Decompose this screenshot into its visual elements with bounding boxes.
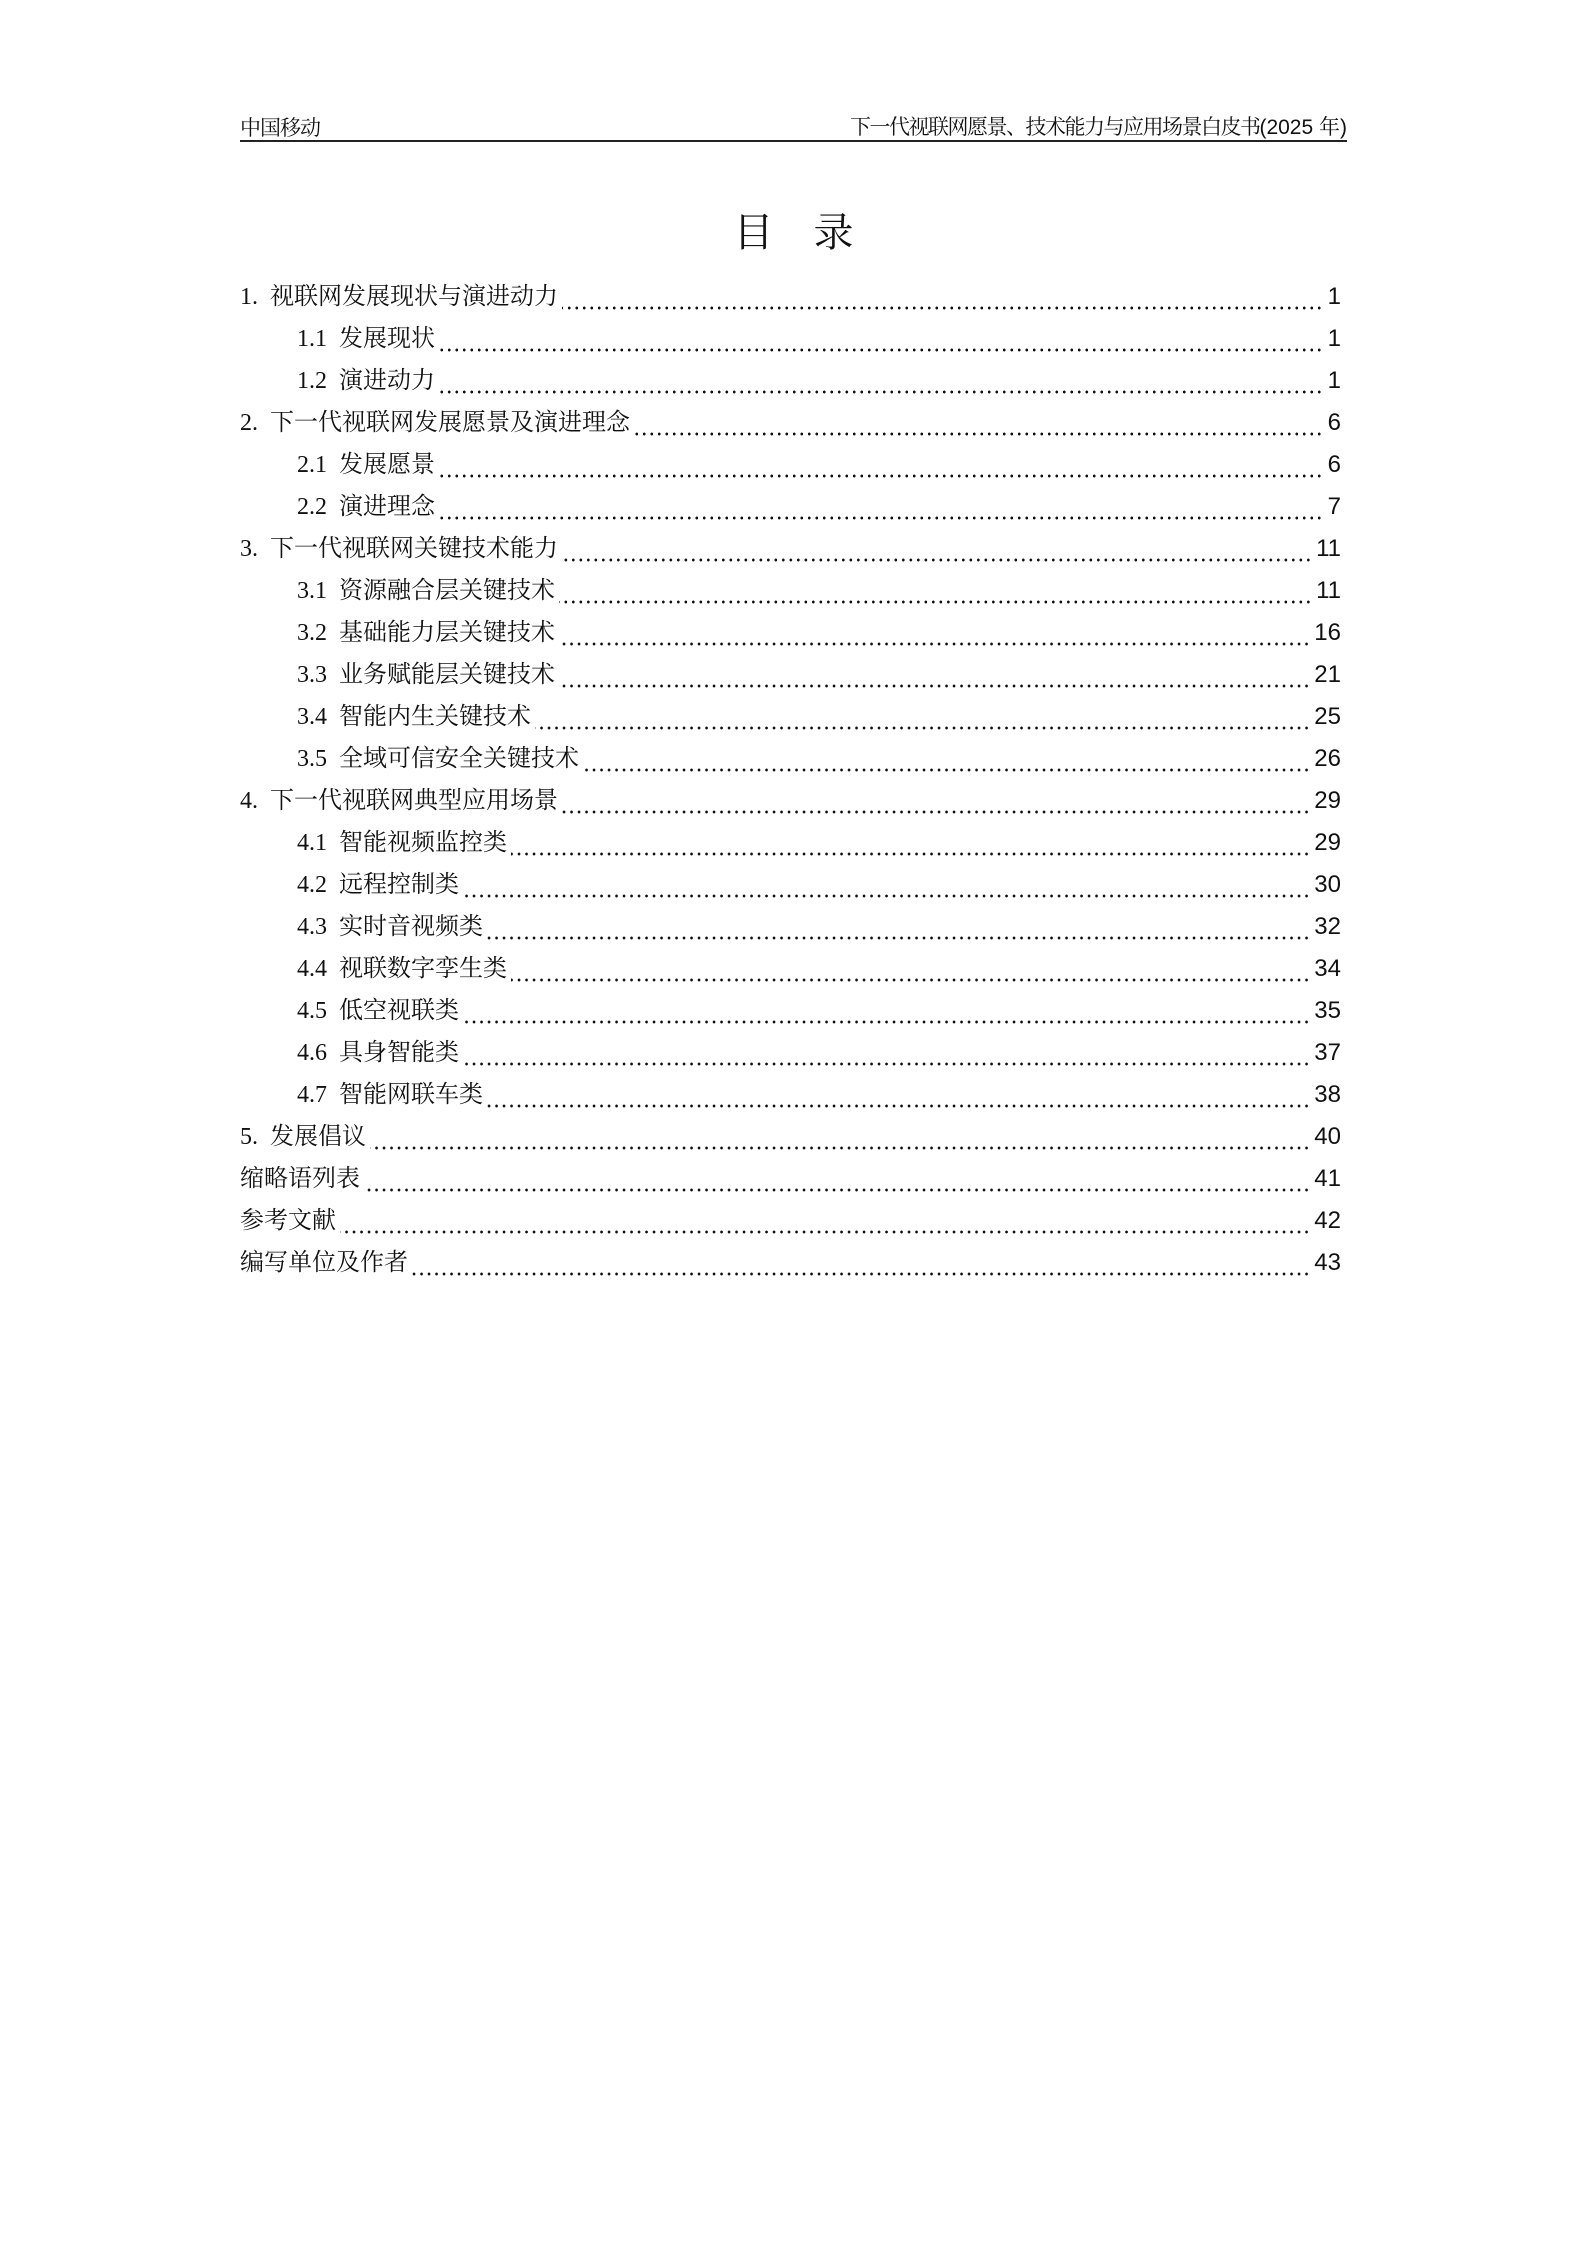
toc-entry[interactable]: [240, 406, 1341, 448]
toc-entry[interactable]: [240, 658, 1341, 700]
toc-entry-page: 6: [1327, 451, 1341, 478]
toc-entry-page: 25: [1314, 703, 1341, 730]
dot-leader: [562, 810, 1310, 814]
header-org: 中国移动: [240, 116, 320, 140]
dot-leader: [562, 558, 1312, 562]
toc-entry-number: 1.2: [297, 368, 327, 394]
dot-leader: [511, 852, 1310, 856]
toc-entry-page: 26: [1314, 745, 1341, 772]
toc-entry[interactable]: [240, 1078, 1341, 1120]
toc-entry-page: 37: [1314, 1039, 1341, 1066]
toc-entry-page: 11: [1316, 535, 1341, 562]
toc-entry-label: 业务赋能层关键技术: [339, 660, 555, 688]
toc-entry-label: 视联数字孪生类: [339, 954, 507, 982]
toc-entry-page: 11: [1316, 577, 1341, 604]
toc-entry-page: 7: [1327, 493, 1341, 520]
toc-entry-number: 4.7: [297, 1082, 327, 1108]
dot-leader: [439, 516, 1323, 520]
toc-entry-page: 1: [1327, 325, 1341, 352]
toc-entry-page: 43: [1314, 1249, 1341, 1276]
toc-entry[interactable]: [240, 574, 1341, 616]
toc-entry-page: 30: [1314, 871, 1341, 898]
dot-leader: [439, 390, 1323, 394]
header-doc-title-year: (2025 年): [1259, 116, 1347, 139]
toc-entry-label: 发展现状: [339, 324, 435, 352]
dot-leader: [559, 684, 1310, 688]
toc-entry-number: 1.1: [297, 326, 327, 352]
toc-entry-label: 资源融合层关键技术: [339, 576, 555, 604]
toc-entry-number: 1.: [240, 284, 258, 310]
table-of-contents: [240, 280, 1341, 1288]
toc-entry-label: 智能视频监控类: [339, 828, 507, 856]
toc-entry-label: 下一代视联网关键技术能力: [270, 534, 558, 562]
toc-entry-label: 下一代视联网发展愿景及演进理念: [270, 408, 630, 436]
toc-entry-label: 缩略语列表: [240, 1164, 360, 1192]
toc-entry-label: 编写单位及作者: [240, 1248, 408, 1276]
dot-leader: [559, 600, 1312, 604]
toc-entry-number: 3.3: [297, 662, 327, 688]
toc-entry[interactable]: [240, 280, 1341, 322]
page-header: [240, 114, 1347, 142]
toc-entry[interactable]: [240, 952, 1341, 994]
dot-leader: [439, 348, 1323, 352]
toc-entry-page: 29: [1314, 787, 1341, 814]
toc-entry[interactable]: [240, 1246, 1341, 1288]
dot-leader: [463, 894, 1310, 898]
toc-entry-label: 基础能力层关键技术: [339, 618, 555, 646]
toc-entry-number: 3.5: [297, 746, 327, 772]
toc-entry-page: 38: [1314, 1081, 1341, 1108]
toc-entry[interactable]: [240, 1036, 1341, 1078]
header-doc-title-main: 下一代视联网愿景、技术能力与应用场景白皮书: [849, 115, 1260, 139]
toc-entry-number: 4.: [240, 788, 258, 814]
toc-entry-number: 4.2: [297, 872, 327, 898]
toc-entry-number: 3.: [240, 536, 258, 562]
toc-entry[interactable]: [240, 1162, 1341, 1204]
toc-entry-label: 实时音视频类: [339, 912, 483, 940]
toc-title-right: 录: [813, 210, 854, 256]
dot-leader: [370, 1146, 1310, 1150]
toc-entry-number: 4.4: [297, 956, 327, 982]
toc-entry[interactable]: [240, 868, 1341, 910]
toc-entry-label: 视联网发展现状与演进动力: [270, 282, 558, 310]
toc-entry-label: 下一代视联网典型应用场景: [270, 786, 558, 814]
toc-entry-page: 40: [1314, 1123, 1341, 1150]
toc-entry-page: 42: [1314, 1207, 1341, 1234]
dot-leader: [562, 306, 1323, 310]
dot-leader: [364, 1188, 1310, 1192]
toc-entry-number: 3.4: [297, 704, 327, 730]
toc-entry[interactable]: [240, 994, 1341, 1036]
toc-entry-number: 2.: [240, 410, 258, 436]
dot-leader: [535, 726, 1310, 730]
dot-leader: [412, 1272, 1310, 1276]
toc-entry[interactable]: [240, 1120, 1341, 1162]
toc-entry[interactable]: [240, 826, 1341, 868]
toc-entry-label: 参考文献: [240, 1206, 336, 1234]
dot-leader: [487, 936, 1310, 940]
toc-entry-number: 4.3: [297, 914, 327, 940]
toc-entry-number: 3.2: [297, 620, 327, 646]
toc-entry-page: 6: [1327, 409, 1341, 436]
toc-entry-page: 35: [1314, 997, 1341, 1024]
dot-leader: [463, 1020, 1310, 1024]
header-doc-title: [850, 115, 1347, 140]
dot-leader: [634, 432, 1323, 436]
dot-leader: [340, 1230, 1310, 1234]
toc-entry-number: 5.: [240, 1124, 258, 1150]
toc-entry-label: 发展倡议: [270, 1122, 366, 1150]
toc-title-left: 目: [733, 210, 774, 256]
toc-entry[interactable]: [240, 910, 1341, 952]
toc-entry-page: 34: [1314, 955, 1341, 982]
toc-entry-page: 29: [1314, 829, 1341, 856]
toc-entry[interactable]: [240, 364, 1341, 406]
toc-entry-label: 低空视联类: [339, 996, 459, 1024]
toc-entry[interactable]: [240, 322, 1341, 364]
toc-entry-page: 1: [1327, 283, 1341, 310]
toc-entry-number: 2.1: [297, 452, 327, 478]
toc-entry[interactable]: [240, 784, 1341, 826]
toc-entry[interactable]: [240, 616, 1341, 658]
toc-entry-number: 2.2: [297, 494, 327, 520]
toc-entry-page: 16: [1314, 619, 1341, 646]
toc-entry-label: 智能内生关键技术: [339, 702, 531, 730]
toc-entry-number: 4.6: [297, 1040, 327, 1066]
toc-entry-page: 1: [1327, 367, 1341, 394]
toc-entry[interactable]: [240, 532, 1341, 574]
dot-leader: [439, 474, 1323, 478]
toc-entry-number: 3.1: [297, 578, 327, 604]
toc-entry-label: 远程控制类: [339, 870, 459, 898]
toc-entry[interactable]: [240, 700, 1341, 742]
toc-entry[interactable]: [240, 1204, 1341, 1246]
dot-leader: [559, 642, 1310, 646]
toc-title: [0, 208, 1587, 258]
toc-entry[interactable]: [240, 742, 1341, 784]
toc-entry-label: 演进动力: [339, 366, 435, 394]
dot-leader: [583, 768, 1310, 772]
dot-leader: [487, 1104, 1310, 1108]
toc-entry-label: 具身智能类: [339, 1038, 459, 1066]
toc-entry-number: 4.1: [297, 830, 327, 856]
toc-entry-page: 21: [1314, 661, 1341, 688]
toc-entry-number: 4.5: [297, 998, 327, 1024]
toc-entry-label: 智能网联车类: [339, 1080, 483, 1108]
toc-entry-page: 41: [1314, 1165, 1341, 1192]
toc-entry[interactable]: [240, 490, 1341, 532]
dot-leader: [511, 978, 1310, 982]
toc-entry-label: 演进理念: [339, 492, 435, 520]
toc-entry-label: 发展愿景: [339, 450, 435, 478]
toc-entry-label: 全域可信安全关键技术: [339, 744, 579, 772]
toc-entry-page: 32: [1314, 913, 1341, 940]
toc-entry[interactable]: [240, 448, 1341, 490]
dot-leader: [463, 1062, 1310, 1066]
